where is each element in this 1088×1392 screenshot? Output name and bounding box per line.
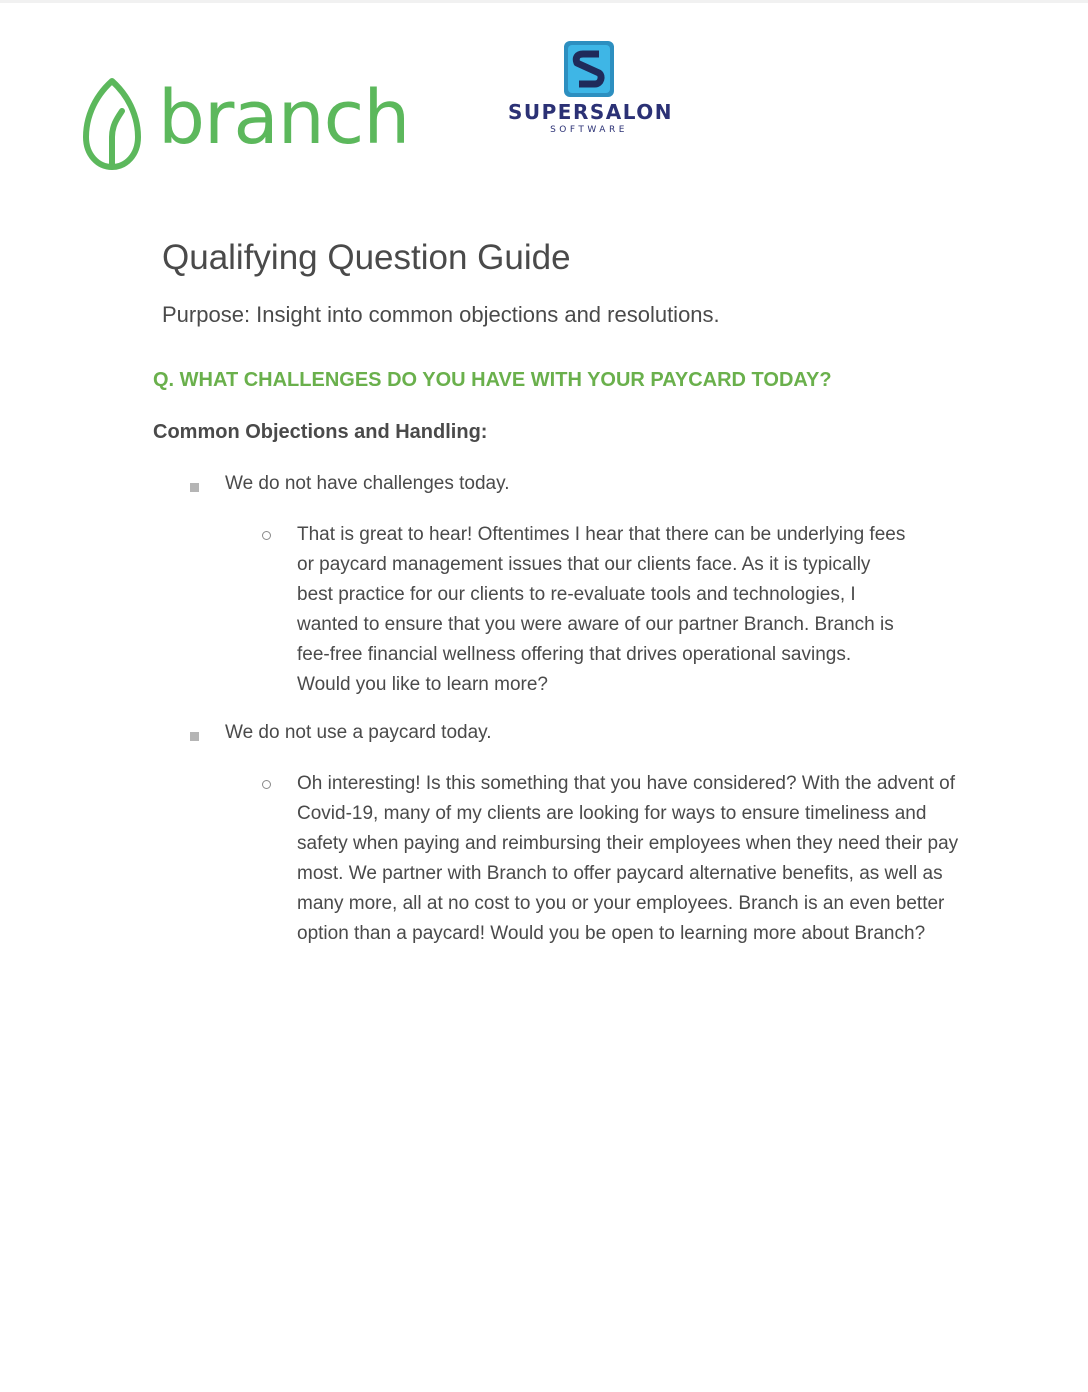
response-line: or paycard management issues that our clients face. As it is typically xyxy=(297,554,871,575)
top-rule xyxy=(0,0,1088,3)
response-line: Covid-19, many of my clients are looking for ways to ensure timeliness and xyxy=(297,803,927,824)
objection-item: We do not have challenges today. xyxy=(225,473,510,494)
branch-logo xyxy=(82,76,409,172)
supersalon-logo xyxy=(508,40,674,135)
response-line: safety when paying and reimbursing their employees when they need their pay xyxy=(297,833,959,854)
supersalon-name: SUPERSALON xyxy=(508,100,674,124)
objection-item: We do not use a paycard today. xyxy=(225,722,492,743)
circle-bullet-icon xyxy=(262,780,271,789)
response-line: Oh interesting! Is this something that you have considered? With the advent of xyxy=(297,773,955,794)
square-bullet-icon xyxy=(190,483,199,492)
branch-wordmark: branch xyxy=(158,75,410,161)
response-line: wanted to ensure that you were aware of our partner Branch. Branch is xyxy=(297,614,894,635)
response-line: That is great to hear! Oftentimes I hear that there can be underlying fees xyxy=(297,524,906,545)
response-line: most. We partner with Branch to offer paycard alternative benefits, as well as xyxy=(297,863,943,884)
objection-response xyxy=(297,769,958,949)
page-title: Qualifying Question Guide xyxy=(162,238,571,277)
square-bullet-icon xyxy=(190,732,199,741)
objections-heading: Common Objections and Handling: xyxy=(153,421,488,443)
supersalon-s-icon xyxy=(563,40,615,98)
response-line: Would you like to learn more? xyxy=(297,674,548,695)
response-line: fee-free financial wellness offering that drives operational savings. xyxy=(297,644,852,665)
objection-response xyxy=(297,520,905,700)
response-line: best practice for our clients to re-evaluate tools and technologies, I xyxy=(297,584,856,605)
response-line: many more, all at no cost to you or your employees. Branch is an even better xyxy=(297,893,945,914)
purpose-text: Purpose: Insight into common objections and resolutions. xyxy=(162,302,720,327)
supersalon-subtitle: SOFTWARE xyxy=(550,125,628,135)
leaf-icon xyxy=(82,77,142,171)
question-heading: Q. WHAT CHALLENGES DO YOU HAVE WITH YOUR PAYCARD TODAY? xyxy=(153,369,832,391)
response-line: option than a paycard! Would you be open to learning more about Branch? xyxy=(297,923,926,944)
circle-bullet-icon xyxy=(262,531,271,540)
